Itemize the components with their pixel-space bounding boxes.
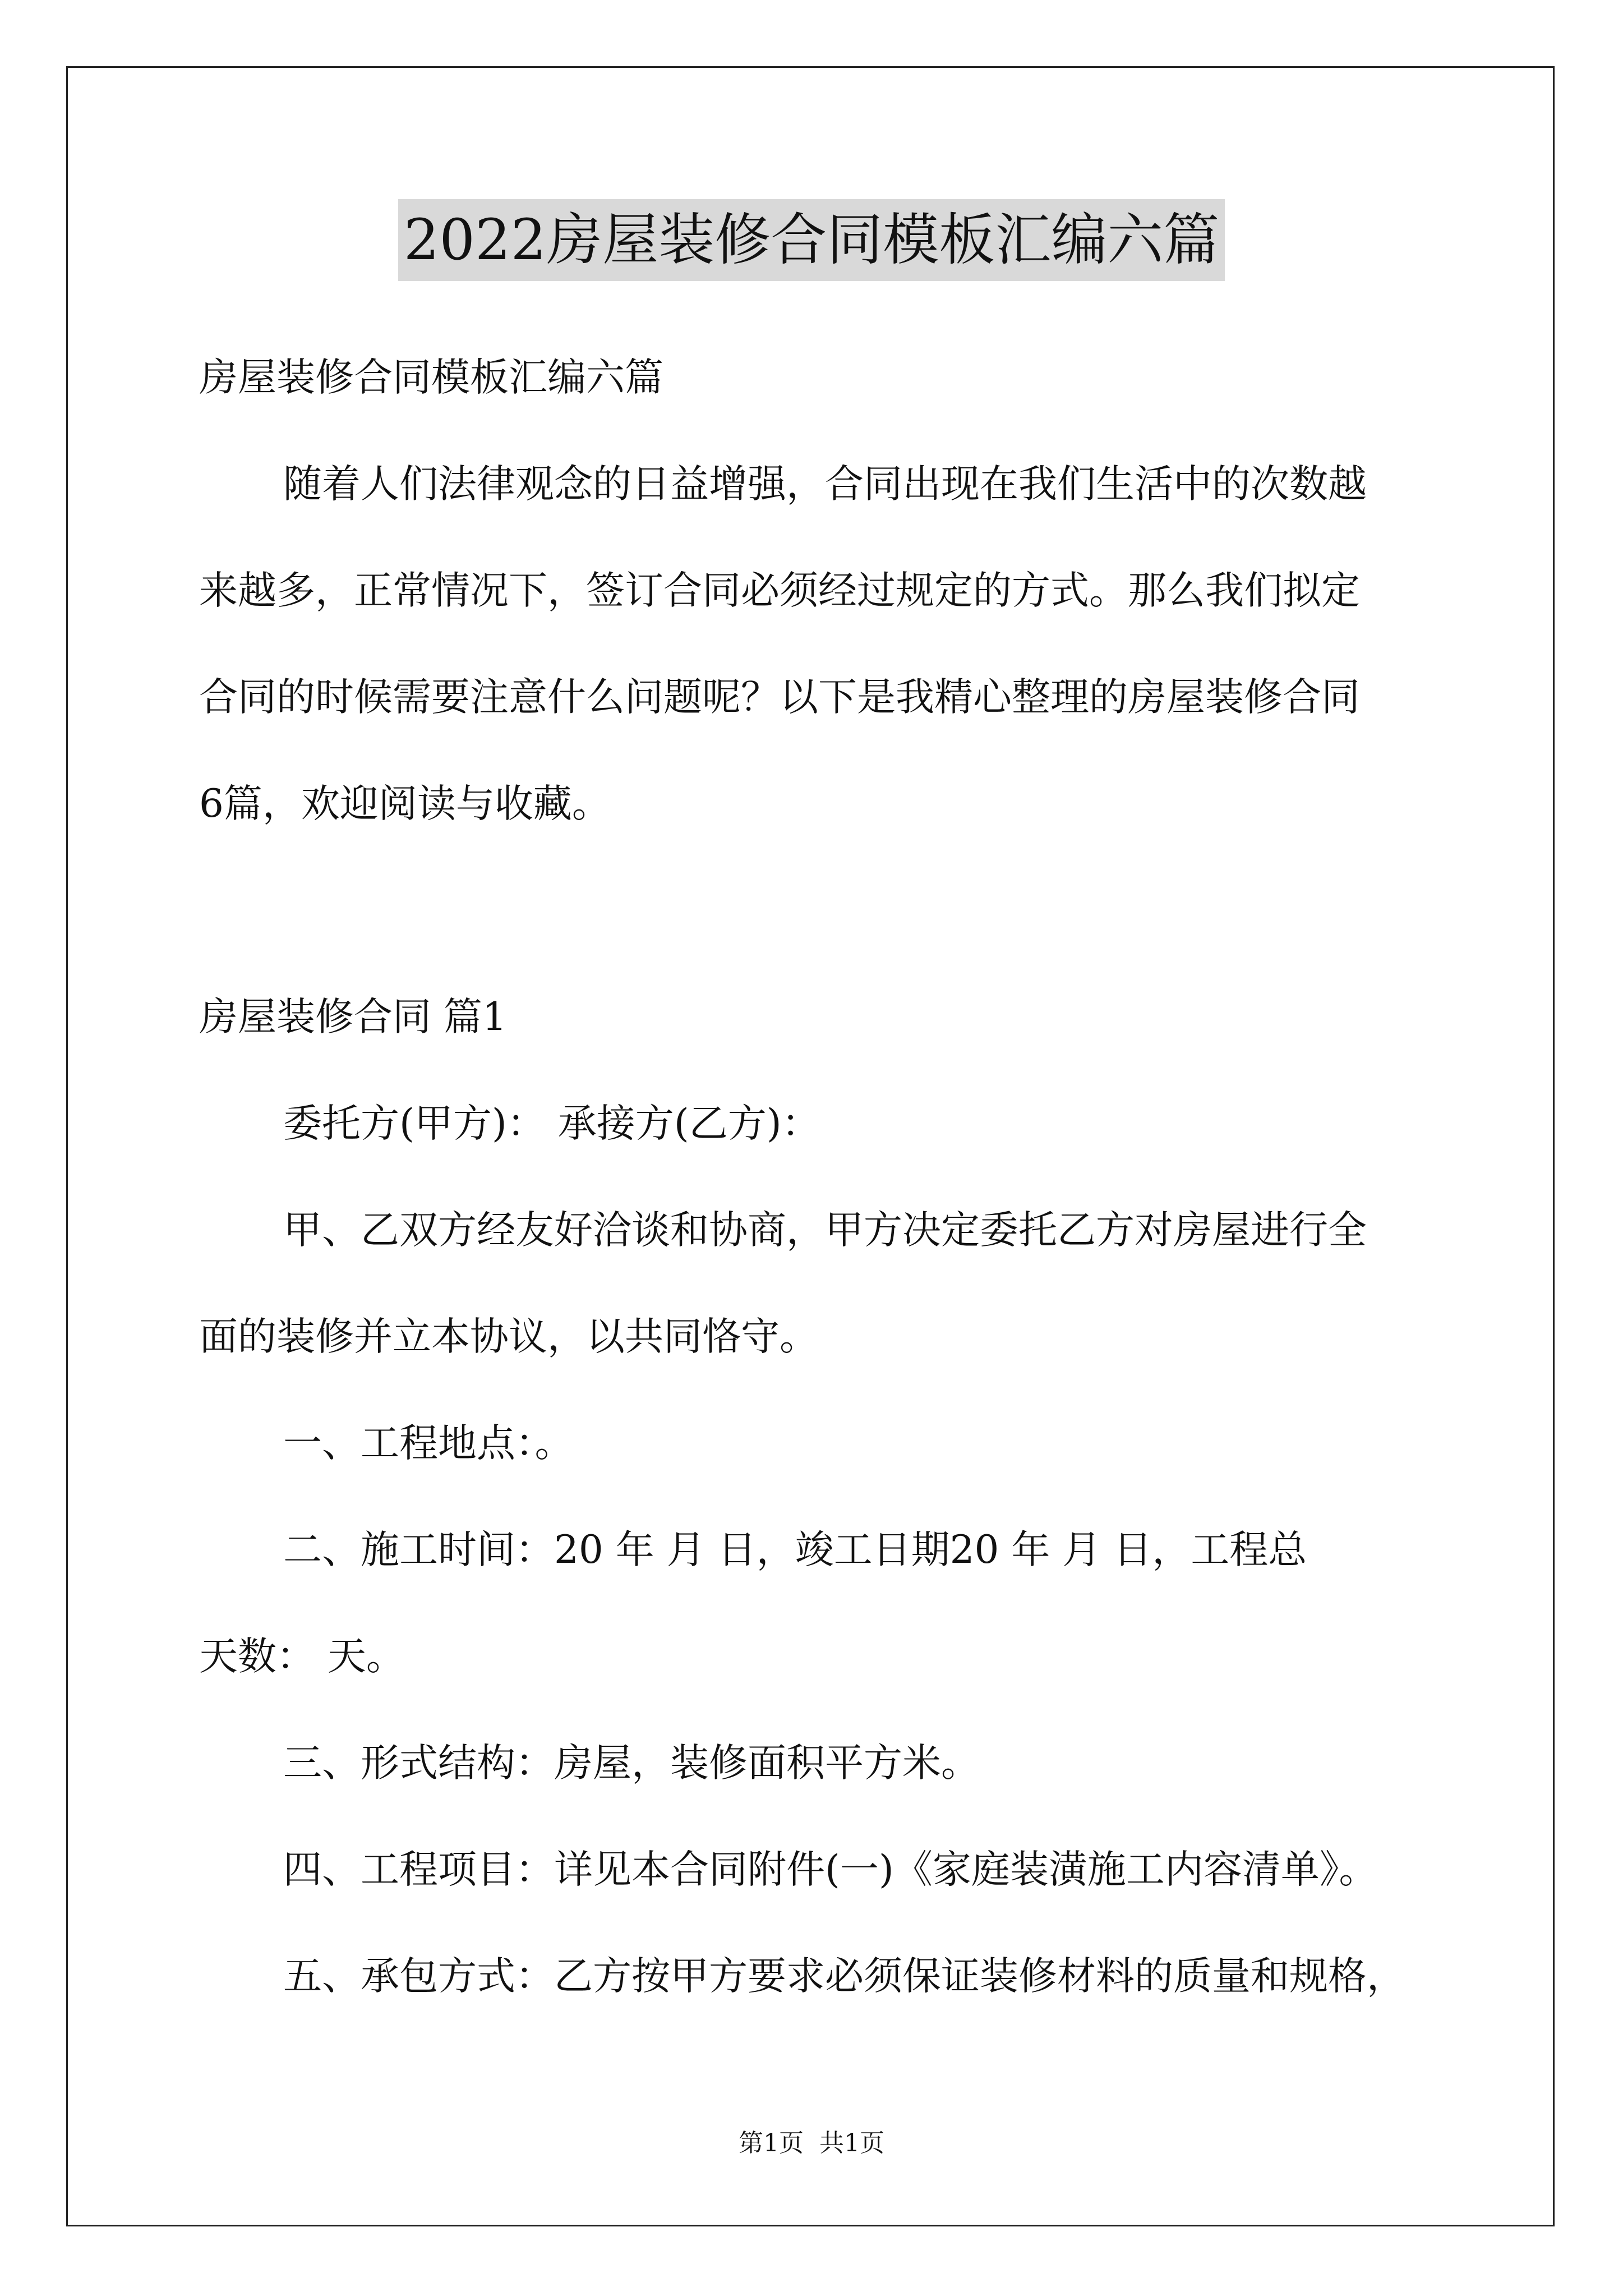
document-title: 2022房屋装修合同模板汇编六篇 [398, 199, 1225, 281]
paragraph-line-5: 二、施工时间：20 年 月 日，竣工日期20 年 月 日，工程总 [283, 1527, 1307, 1572]
page-footer: 第1页 共1页 [739, 2129, 884, 2157]
document-subtitle: 房屋装修合同模板汇编六篇 [199, 355, 663, 400]
paragraph-line-6: 天数： 天。 [199, 1634, 405, 1679]
paragraph-line-4: 一、工程地点：。 [283, 1421, 574, 1466]
paragraph-line-2: 甲、乙双方经友好洽谈和协商，甲方决定委托乙方对房屋进行全 [283, 1208, 1367, 1253]
intro-line-4: 6篇，欢迎阅读与收藏。 [199, 781, 611, 826]
paragraph-line-1: 委托方(甲方)： 承接方(乙方)： [283, 1101, 820, 1146]
paragraph-line-3: 面的装修并立本协议，以共同恪守。 [199, 1314, 818, 1359]
title-container [0, 199, 1623, 281]
intro-line-3: 合同的时候需要注意什么问题呢？以下是我精心整理的房屋装修合同 [199, 675, 1360, 720]
paragraph-line-9: 五、承包方式：乙方按甲方要求必须保证装修材料的质量和规格， [283, 1954, 1405, 1999]
intro-line-2: 来越多，正常情况下，签订合同必须经过规定的方式。那么我们拟定 [199, 568, 1360, 613]
intro-line-1: 随着人们法律观念的日益增强，合同出现在我们生活中的次数越 [283, 462, 1367, 507]
paragraph-line-7: 三、形式结构：房屋，装修面积平方米。 [283, 1741, 980, 1786]
section-heading: 房屋装修合同 篇1 [199, 995, 507, 1039]
paragraph-line-8: 四、工程项目：详见本合同附件(一)《家庭装潢施工内容清单》。 [283, 1847, 1378, 1892]
